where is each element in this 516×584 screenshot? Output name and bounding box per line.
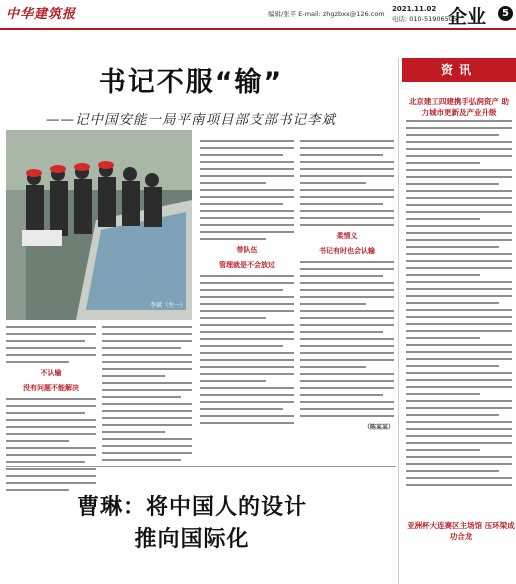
subhead-shu-ji-ren-shu: 书记有时也会认输 — [319, 247, 375, 255]
subhead-dai-dui-wu: 带队伍 — [236, 246, 258, 254]
text-column-1 — [6, 326, 96, 496]
newspaper-logo: 中华建筑报 — [6, 7, 77, 22]
article-byline: （陈某某） — [363, 424, 394, 431]
text-column-4 — [300, 140, 394, 431]
article-subheadline: ——记中国安能一局平南项目部支部书记李斌 — [46, 112, 336, 128]
text-column-2 — [102, 326, 192, 466]
workers-photo-illustration — [6, 130, 192, 320]
article-photo — [6, 130, 192, 320]
article-headline: 书记不服“输” — [98, 67, 284, 98]
editor-contact: 编辑/张平 E-mail: zhgzbxx@126.com — [268, 10, 385, 18]
section-divider — [6, 466, 396, 467]
news-sidebar — [402, 58, 516, 584]
photo-caption: 李斌（左一） — [150, 302, 187, 309]
page-number: 5 — [498, 6, 513, 21]
subhead-bu-ren-shu: 不认输 — [40, 369, 62, 377]
sidebar-news-title-2: 亚洲杯大连赛区主场馆 压环梁成功合龙 — [407, 521, 515, 541]
subhead-rou-qing-yi: 柔情义 — [336, 232, 358, 240]
sidebar-text — [406, 120, 512, 491]
text-column-3 — [200, 140, 294, 429]
issue-date: 2021.11.02 — [392, 5, 437, 13]
bottom-headline-line-2: 推向国际化 — [134, 527, 250, 552]
masthead — [0, 0, 516, 30]
subhead-guan-li: 管理就是不会放过 — [219, 261, 275, 269]
sidebar-banner: 资讯 — [402, 58, 516, 82]
bottom-headline — [0, 492, 384, 556]
sidebar-news-title-1: 北京建工四建携手弘润资产 助力城市更新及产业升级 — [408, 97, 510, 117]
column-divider — [398, 58, 399, 584]
phone-number: 电话: 010-51906505 — [392, 15, 458, 23]
section-title: 企业 — [448, 6, 487, 28]
subhead-mei-you-wen-ti: 没有问题不能解决 — [23, 384, 79, 392]
bottom-headline-line-1: 曹琳：将中国人的设计 — [76, 495, 307, 520]
